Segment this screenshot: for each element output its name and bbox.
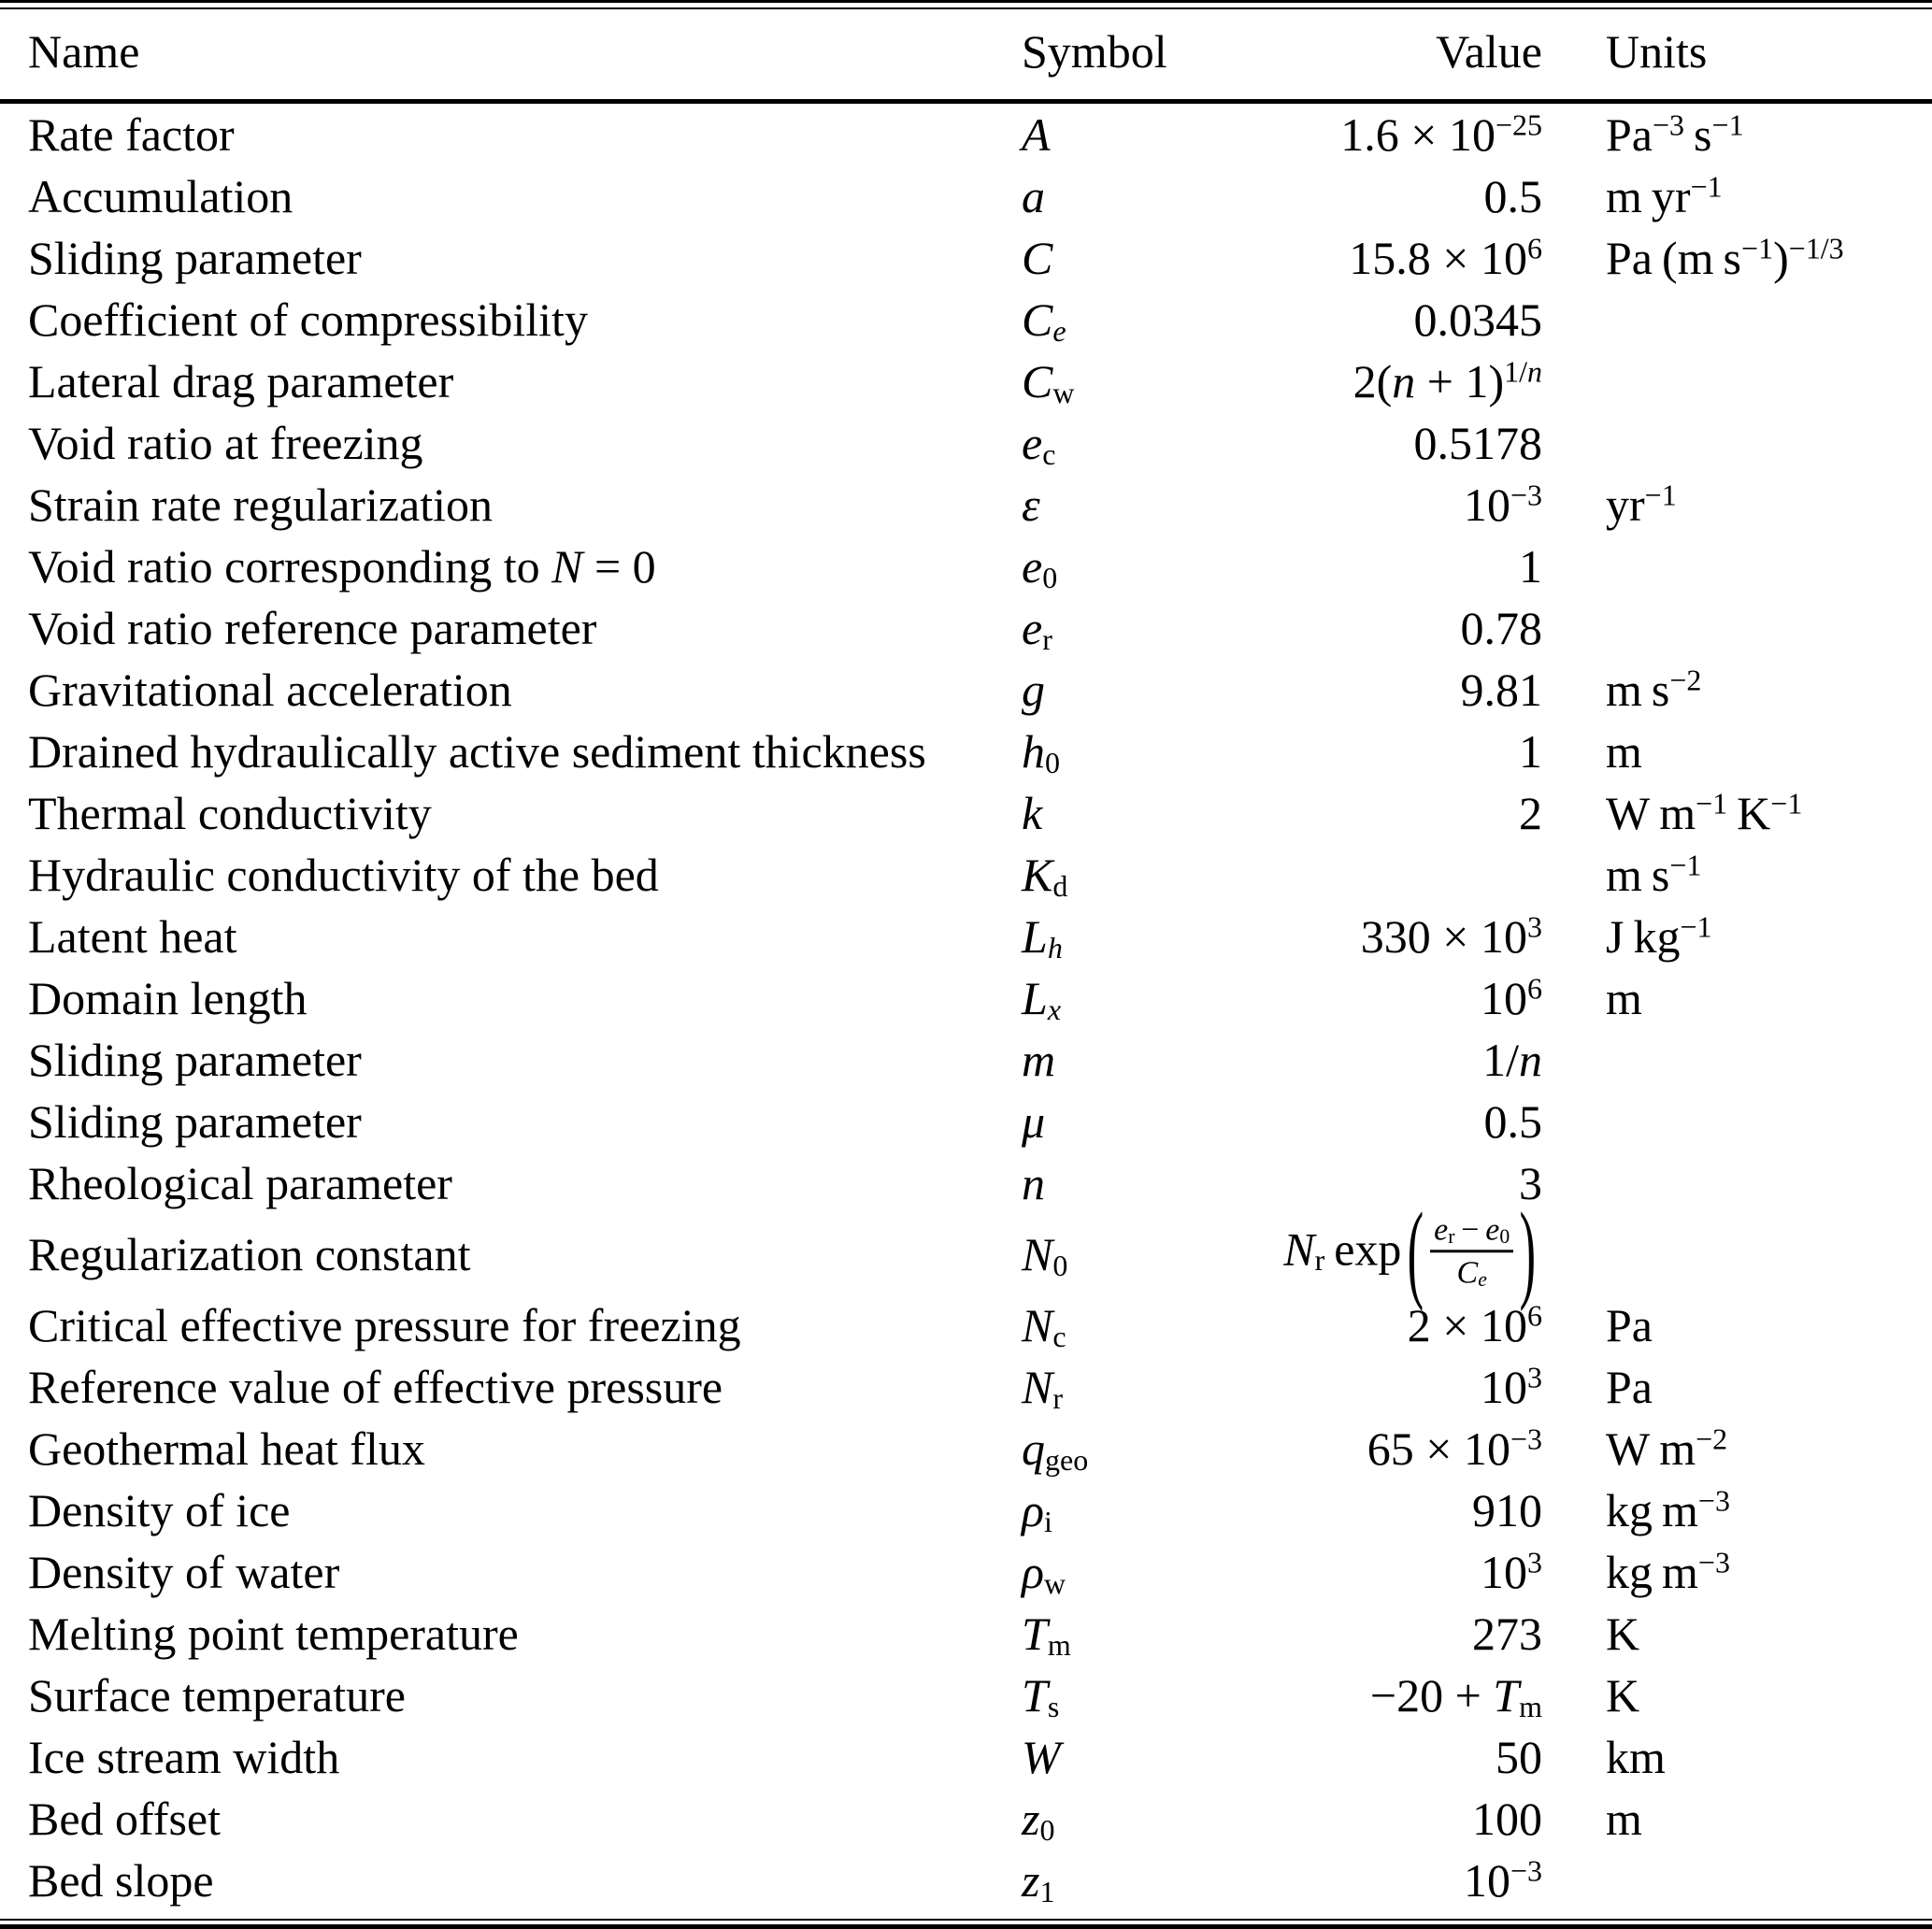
table-row	[0, 1850, 1932, 1911]
table-row	[0, 1726, 1932, 1788]
table-row	[0, 1294, 1932, 1356]
units-cell: W $m^{-2}$	[1606, 1422, 1728, 1475]
table-row	[0, 227, 1932, 289]
value-cell: 1	[1519, 725, 1542, 778]
units-cell	[1542, 350, 1932, 412]
header-row	[0, 9, 1932, 102]
units-cell	[1542, 289, 1932, 350]
name-cell: Latent heat	[28, 910, 237, 963]
units-cell: km	[1606, 1730, 1666, 1783]
name-cell: Void ratio reference parameter	[28, 602, 597, 654]
name-cell: Reference value of effective pressure	[28, 1360, 723, 1413]
units-cell: J $kg^{-1}$	[1606, 909, 1712, 963]
units-cell: Pa (m $s^{-1})^{-1/3}$	[1606, 231, 1844, 284]
units-cell: m	[1606, 972, 1642, 1024]
name-cell: Thermal conductivity	[28, 787, 432, 839]
units-cell: Pa	[1606, 1298, 1653, 1351]
units-cell: m	[1606, 725, 1642, 778]
name-cell: Sliding parameter	[28, 1095, 362, 1148]
symbol-cell: μ	[1022, 1095, 1046, 1148]
name-cell: Drained hydraulically active sediment thickness	[28, 725, 926, 778]
table-row	[0, 536, 1932, 597]
table-row	[0, 721, 1932, 782]
column-header-symbol: Symbol	[994, 9, 1265, 102]
symbol-cell: A	[1022, 108, 1051, 161]
value-cell: $65 \times 10^{-3}$	[1367, 1422, 1542, 1475]
table-row	[0, 474, 1932, 536]
name-cell: Rate factor	[28, 108, 235, 161]
table-row	[0, 1418, 1932, 1479]
units-cell: kg $m^{-3}$	[1606, 1483, 1730, 1536]
value-cell: $-20 + T_m$	[1369, 1668, 1542, 1723]
value-cell: $10^{-3}$	[1463, 478, 1542, 531]
symbol-cell: $N_r$	[1022, 1360, 1064, 1415]
symbol-cell: $e_0$	[1022, 540, 1058, 594]
name-cell: Accumulation	[28, 170, 293, 222]
name-cell: Geothermal heat flux	[28, 1422, 425, 1475]
column-header-value: Value	[1265, 9, 1542, 102]
value-cell: 50	[1496, 1730, 1542, 1783]
table-row	[0, 597, 1932, 659]
value-cell: $10^{-3}$	[1463, 1853, 1542, 1907]
units-cell: K	[1606, 1607, 1640, 1660]
table-row	[0, 412, 1932, 474]
name-cell: Bed offset	[28, 1792, 221, 1845]
value-cell: 9.81	[1460, 664, 1542, 716]
value-cell: 0.5	[1483, 170, 1542, 222]
units-cell: Pa	[1606, 1360, 1653, 1413]
value-cell: $N_r$ exp ( $\frac{e_r - e_0}{C_e}$ )	[1283, 1189, 1537, 1313]
value-cell: $10^3$	[1481, 1545, 1542, 1598]
symbol-cell: $N_0$	[1022, 1227, 1068, 1282]
name-cell: Strain rate regularization	[28, 479, 493, 531]
symbol-cell: $e_r$	[1022, 602, 1052, 656]
name-cell: Melting point temperature	[28, 1607, 519, 1660]
units-cell	[1542, 1091, 1932, 1152]
symbol-cell: $L_x$	[1022, 972, 1062, 1026]
name-cell: Critical effective pressure for freezing	[28, 1298, 741, 1351]
units-cell	[1542, 1029, 1932, 1091]
value-cell: $10^3$	[1481, 1360, 1542, 1413]
table-row	[0, 844, 1932, 906]
column-header-units: Units	[1542, 9, 1932, 102]
symbol-cell: a	[1022, 170, 1045, 222]
name-cell: Hydraulic conductivity of the bed	[28, 849, 659, 901]
units-cell: m $yr^{-1}$	[1606, 169, 1723, 222]
symbol-cell: ε	[1022, 479, 1040, 531]
symbol-cell: $h_0$	[1022, 725, 1060, 779]
table-row	[0, 967, 1932, 1029]
table-row	[0, 906, 1932, 967]
units-cell: m $s^{-1}$	[1606, 848, 1702, 901]
symbol-cell: $\rho_w$	[1022, 1545, 1066, 1600]
value-cell: 2	[1519, 787, 1542, 839]
name-cell: Gravitational acceleration	[28, 664, 512, 716]
symbol-cell: W	[1022, 1730, 1061, 1783]
value-cell: 910	[1472, 1483, 1542, 1536]
value-cell: 0.5178	[1413, 417, 1542, 469]
table-header	[0, 9, 1932, 102]
value-cell: 100	[1472, 1792, 1542, 1845]
units-cell	[1542, 412, 1932, 474]
symbol-cell: $T_s$	[1022, 1668, 1060, 1723]
table-row	[0, 1091, 1932, 1152]
value-cell: $2 \times 10^6$	[1407, 1298, 1542, 1351]
value-cell: $10^6$	[1481, 971, 1542, 1024]
symbol-cell: $L_h$	[1022, 910, 1063, 964]
symbol-cell: $K_d$	[1022, 849, 1068, 903]
units-cell	[1542, 1152, 1932, 1214]
symbol-cell: C	[1022, 232, 1053, 284]
value-cell: $15.8 \times 10^6$	[1349, 231, 1542, 284]
name-cell: Lateral drag parameter	[28, 355, 454, 407]
table-row	[0, 350, 1932, 412]
value-cell: 1	[1519, 540, 1542, 593]
units-cell: kg $m^{-3}$	[1606, 1545, 1730, 1598]
table-row	[0, 1788, 1932, 1850]
symbol-cell: $\rho_i$	[1022, 1483, 1052, 1538]
name-cell: Regularization constant	[28, 1227, 471, 1280]
symbol-cell: $C_e$	[1022, 293, 1066, 348]
table-row	[0, 102, 1932, 166]
units-cell: $Pa^{-3}$ $s^{-1}$	[1606, 107, 1744, 161]
table-row	[0, 1214, 1932, 1294]
symbol-cell: $z_0$	[1022, 1792, 1055, 1847]
name-cell: Density of ice	[28, 1483, 291, 1536]
table-row	[0, 1665, 1932, 1726]
units-cell	[1542, 1850, 1932, 1911]
table-row	[0, 782, 1932, 844]
name-cell: Bed slope	[28, 1853, 214, 1907]
symbol-cell: n	[1022, 1157, 1045, 1209]
table-row	[0, 1152, 1932, 1214]
units-cell	[1542, 1214, 1932, 1294]
symbol-cell: g	[1022, 664, 1045, 716]
value-cell: $2(n + 1)^{1/n}$	[1352, 354, 1542, 407]
units-cell	[1542, 597, 1932, 659]
table-row	[0, 1356, 1932, 1418]
value-cell: 0.78	[1460, 602, 1542, 654]
units-cell	[1542, 536, 1932, 597]
value-cell: 3	[1519, 1157, 1542, 1209]
name-cell: Sliding parameter	[28, 1034, 362, 1086]
value-cell: 1/n	[1482, 1034, 1542, 1086]
name-cell: Ice stream width	[28, 1730, 340, 1783]
symbol-cell: k	[1022, 787, 1043, 839]
name-cell: Surface temperature	[28, 1668, 406, 1722]
units-cell: m	[1606, 1792, 1642, 1845]
column-header-name: Name	[0, 9, 994, 102]
value-cell: 273	[1472, 1607, 1542, 1660]
name-cell: Coefficient of compressibility	[28, 293, 588, 346]
name-cell: Sliding parameter	[28, 232, 362, 284]
symbol-cell: $q_{geo}$	[1022, 1422, 1089, 1477]
symbol-cell: m	[1022, 1034, 1056, 1086]
symbol-cell: $T_m$	[1022, 1607, 1071, 1662]
units-cell: m $s^{-2}$	[1606, 663, 1702, 716]
value-cell	[1265, 844, 1542, 906]
name-cell: Rheological parameter	[28, 1157, 452, 1209]
table-row	[0, 1541, 1932, 1603]
name-cell: Domain length	[28, 972, 308, 1024]
name-cell: Void ratio at freezing	[28, 417, 423, 469]
symbol-cell: $C_w$	[1022, 355, 1075, 409]
value-cell: 0.5	[1483, 1095, 1542, 1148]
value-cell: $330 \times 10^3$	[1360, 909, 1542, 963]
table-body	[0, 102, 1932, 1911]
units-cell: K	[1606, 1668, 1640, 1722]
symbol-cell: $z_1$	[1022, 1853, 1055, 1908]
table-row	[0, 289, 1932, 350]
table-row	[0, 165, 1932, 227]
table-row	[0, 659, 1932, 721]
value-cell: $1.6 \times 10^{-25}$	[1340, 107, 1542, 161]
units-cell: W $m^{-1}$ $K^{-1}$	[1606, 786, 1803, 839]
name-cell: Density of water	[28, 1545, 340, 1598]
bottom-rule-thick	[0, 1924, 1932, 1929]
symbol-cell: $N_c$	[1022, 1298, 1066, 1353]
parameter-table	[0, 9, 1932, 1911]
value-cell: 0.0345	[1413, 293, 1542, 346]
table-row	[0, 1029, 1932, 1091]
table-row	[0, 1603, 1932, 1665]
name-cell: Void ratio corresponding to N = 0	[28, 540, 656, 593]
table-row	[0, 1479, 1932, 1541]
symbol-cell: $e_c$	[1022, 417, 1056, 471]
units-cell: $yr^{-1}$	[1606, 478, 1677, 531]
